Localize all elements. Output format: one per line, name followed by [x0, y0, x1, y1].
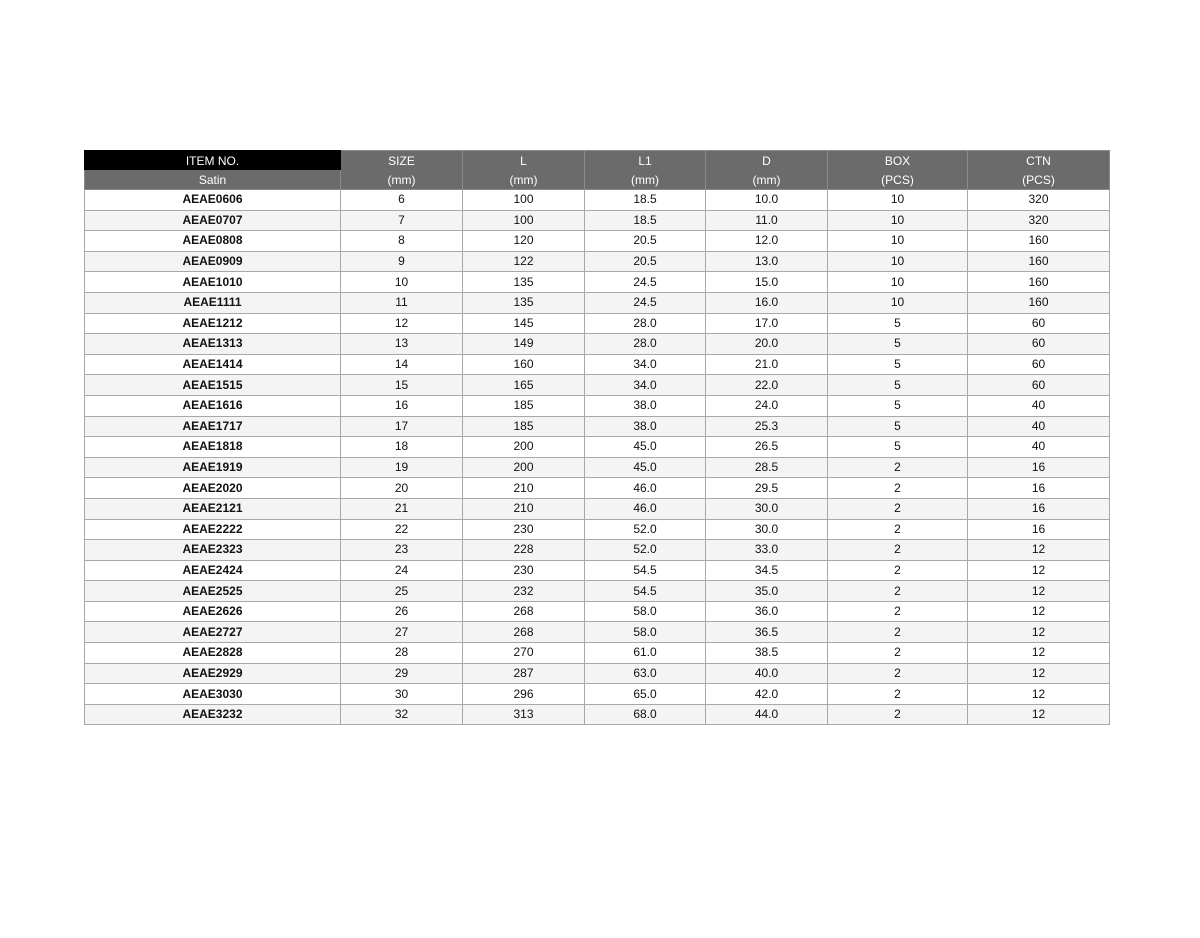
cell-ctn: 40: [968, 395, 1110, 416]
cell-l1: 61.0: [585, 643, 706, 664]
cell-item-no: AEAE2121: [85, 498, 341, 519]
cell-l1: 52.0: [585, 519, 706, 540]
cell-box: 5: [828, 416, 968, 437]
cell-item-no: AEAE2222: [85, 519, 341, 540]
cell-ctn: 12: [968, 560, 1110, 581]
header-d: D: [706, 151, 828, 171]
cell-d: 36.0: [706, 601, 828, 622]
cell-item-no: AEAE0808: [85, 231, 341, 252]
cell-d: 16.0: [706, 292, 828, 313]
cell-d: 13.0: [706, 251, 828, 272]
cell-box: 10: [828, 251, 968, 272]
cell-box: 2: [828, 684, 968, 705]
table-row: [85, 560, 1110, 581]
table-row: [85, 292, 1110, 313]
cell-d: 36.5: [706, 622, 828, 643]
cell-d: 17.0: [706, 313, 828, 334]
cell-item-no: AEAE2525: [85, 581, 341, 602]
cell-ctn: 60: [968, 313, 1110, 334]
cell-size: 8: [341, 231, 463, 252]
cell-l: 135: [463, 292, 585, 313]
cell-ctn: 60: [968, 375, 1110, 396]
cell-ctn: 160: [968, 231, 1110, 252]
cell-l1: 45.0: [585, 457, 706, 478]
cell-ctn: 16: [968, 457, 1110, 478]
cell-d: 42.0: [706, 684, 828, 705]
cell-size: 13: [341, 334, 463, 355]
cell-l: 200: [463, 437, 585, 458]
cell-d: 34.5: [706, 560, 828, 581]
cell-item-no: AEAE1111: [85, 292, 341, 313]
cell-box: 2: [828, 601, 968, 622]
cell-size: 7: [341, 210, 463, 231]
table-row: [85, 519, 1110, 540]
cell-box: 2: [828, 643, 968, 664]
cell-size: 20: [341, 478, 463, 499]
cell-l: 100: [463, 190, 585, 211]
cell-ctn: 40: [968, 437, 1110, 458]
cell-ctn: 12: [968, 663, 1110, 684]
cell-d: 30.0: [706, 498, 828, 519]
cell-size: 25: [341, 581, 463, 602]
spec-table: [84, 150, 1110, 725]
cell-l1: 28.0: [585, 313, 706, 334]
cell-size: 6: [341, 190, 463, 211]
cell-l1: 34.0: [585, 375, 706, 396]
header-row-units: [85, 170, 1110, 190]
table-row: [85, 622, 1110, 643]
cell-d: 15.0: [706, 272, 828, 293]
cell-item-no: AEAE1919: [85, 457, 341, 478]
cell-item-no: AEAE2323: [85, 540, 341, 561]
header-item-no: ITEM NO.: [85, 151, 341, 171]
cell-ctn: 16: [968, 498, 1110, 519]
cell-l: 149: [463, 334, 585, 355]
cell-l1: 58.0: [585, 622, 706, 643]
cell-d: 24.0: [706, 395, 828, 416]
cell-l: 232: [463, 581, 585, 602]
cell-size: 29: [341, 663, 463, 684]
header-l: L: [463, 151, 585, 171]
cell-ctn: 320: [968, 190, 1110, 211]
header-box: BOX: [828, 151, 968, 171]
header-ctn-unit: (PCS): [968, 170, 1110, 190]
cell-ctn: 12: [968, 581, 1110, 602]
cell-box: 2: [828, 498, 968, 519]
cell-item-no: AEAE1313: [85, 334, 341, 355]
cell-ctn: 16: [968, 519, 1110, 540]
cell-size: 11: [341, 292, 463, 313]
cell-d: 21.0: [706, 354, 828, 375]
cell-l: 160: [463, 354, 585, 375]
cell-d: 22.0: [706, 375, 828, 396]
cell-d: 11.0: [706, 210, 828, 231]
cell-d: 10.0: [706, 190, 828, 211]
cell-box: 5: [828, 354, 968, 375]
cell-l: 210: [463, 498, 585, 519]
cell-l: 230: [463, 560, 585, 581]
table-row: [85, 540, 1110, 561]
table-row: [85, 601, 1110, 622]
table-row: [85, 704, 1110, 725]
cell-item-no: AEAE1212: [85, 313, 341, 334]
table-body: [85, 190, 1110, 725]
cell-item-no: AEAE2020: [85, 478, 341, 499]
cell-ctn: 320: [968, 210, 1110, 231]
table-row: [85, 416, 1110, 437]
table-row: [85, 251, 1110, 272]
table-row: [85, 334, 1110, 355]
header-size-unit: (mm): [341, 170, 463, 190]
cell-l: 268: [463, 622, 585, 643]
header-row-labels: [85, 151, 1110, 171]
cell-l: 230: [463, 519, 585, 540]
cell-d: 28.5: [706, 457, 828, 478]
cell-l1: 52.0: [585, 540, 706, 561]
table-row: [85, 643, 1110, 664]
cell-d: 26.5: [706, 437, 828, 458]
cell-l: 185: [463, 416, 585, 437]
cell-size: 28: [341, 643, 463, 664]
cell-size: 12: [341, 313, 463, 334]
cell-l: 145: [463, 313, 585, 334]
cell-item-no: AEAE1616: [85, 395, 341, 416]
cell-l1: 38.0: [585, 395, 706, 416]
cell-l1: 34.0: [585, 354, 706, 375]
cell-l1: 63.0: [585, 663, 706, 684]
cell-size: 24: [341, 560, 463, 581]
cell-l1: 58.0: [585, 601, 706, 622]
header-ctn: CTN: [968, 151, 1110, 171]
cell-l1: 20.5: [585, 251, 706, 272]
cell-ctn: 160: [968, 272, 1110, 293]
cell-box: 2: [828, 519, 968, 540]
table-row: [85, 437, 1110, 458]
cell-box: 10: [828, 292, 968, 313]
cell-l1: 24.5: [585, 292, 706, 313]
cell-d: 40.0: [706, 663, 828, 684]
cell-item-no: AEAE1414: [85, 354, 341, 375]
table-row: [85, 313, 1110, 334]
cell-ctn: 12: [968, 643, 1110, 664]
table-row: [85, 395, 1110, 416]
cell-size: 32: [341, 704, 463, 725]
cell-l: 165: [463, 375, 585, 396]
cell-d: 44.0: [706, 704, 828, 725]
header-size: SIZE: [341, 151, 463, 171]
cell-item-no: AEAE1717: [85, 416, 341, 437]
cell-d: 25.3: [706, 416, 828, 437]
cell-l1: 46.0: [585, 498, 706, 519]
header-l-unit: (mm): [463, 170, 585, 190]
cell-l1: 68.0: [585, 704, 706, 725]
cell-box: 2: [828, 704, 968, 725]
cell-ctn: 12: [968, 704, 1110, 725]
table-row: [85, 231, 1110, 252]
cell-box: 2: [828, 560, 968, 581]
cell-size: 19: [341, 457, 463, 478]
cell-l: 210: [463, 478, 585, 499]
header-d-unit: (mm): [706, 170, 828, 190]
cell-box: 2: [828, 581, 968, 602]
cell-l: 287: [463, 663, 585, 684]
cell-box: 10: [828, 272, 968, 293]
cell-item-no: AEAE2727: [85, 622, 341, 643]
cell-box: 5: [828, 375, 968, 396]
cell-size: 17: [341, 416, 463, 437]
table-row: [85, 190, 1110, 211]
cell-item-no: AEAE0707: [85, 210, 341, 231]
table-header: [85, 151, 1110, 190]
cell-item-no: AEAE0606: [85, 190, 341, 211]
cell-d: 29.5: [706, 478, 828, 499]
cell-box: 5: [828, 395, 968, 416]
cell-item-no: AEAE2626: [85, 601, 341, 622]
cell-l: 296: [463, 684, 585, 705]
cell-ctn: 160: [968, 251, 1110, 272]
cell-box: 2: [828, 663, 968, 684]
cell-ctn: 12: [968, 601, 1110, 622]
table-row: [85, 663, 1110, 684]
cell-item-no: AEAE0909: [85, 251, 341, 272]
header-box-unit: (PCS): [828, 170, 968, 190]
cell-size: 26: [341, 601, 463, 622]
table-row: [85, 272, 1110, 293]
table-row: [85, 210, 1110, 231]
cell-l: 120: [463, 231, 585, 252]
header-l1-unit: (mm): [585, 170, 706, 190]
cell-item-no: AEAE1010: [85, 272, 341, 293]
cell-d: 33.0: [706, 540, 828, 561]
table-row: [85, 354, 1110, 375]
cell-l1: 54.5: [585, 560, 706, 581]
cell-size: 27: [341, 622, 463, 643]
cell-l1: 24.5: [585, 272, 706, 293]
cell-size: 30: [341, 684, 463, 705]
cell-l1: 45.0: [585, 437, 706, 458]
cell-ctn: 40: [968, 416, 1110, 437]
cell-l: 313: [463, 704, 585, 725]
cell-ctn: 12: [968, 540, 1110, 561]
cell-size: 9: [341, 251, 463, 272]
table-row: [85, 684, 1110, 705]
cell-l: 268: [463, 601, 585, 622]
cell-item-no: AEAE1818: [85, 437, 341, 458]
header-finish: Satin: [85, 170, 341, 190]
cell-item-no: AEAE2929: [85, 663, 341, 684]
cell-ctn: 12: [968, 684, 1110, 705]
cell-l: 185: [463, 395, 585, 416]
header-l1: L1: [585, 151, 706, 171]
cell-l1: 54.5: [585, 581, 706, 602]
cell-box: 10: [828, 190, 968, 211]
cell-item-no: AEAE1515: [85, 375, 341, 396]
cell-size: 23: [341, 540, 463, 561]
cell-d: 30.0: [706, 519, 828, 540]
cell-size: 18: [341, 437, 463, 458]
cell-d: 38.5: [706, 643, 828, 664]
cell-item-no: AEAE3030: [85, 684, 341, 705]
cell-size: 14: [341, 354, 463, 375]
cell-box: 5: [828, 334, 968, 355]
cell-l1: 18.5: [585, 210, 706, 231]
cell-box: 10: [828, 210, 968, 231]
cell-l1: 28.0: [585, 334, 706, 355]
cell-size: 21: [341, 498, 463, 519]
cell-l: 228: [463, 540, 585, 561]
cell-d: 35.0: [706, 581, 828, 602]
cell-size: 22: [341, 519, 463, 540]
cell-item-no: AEAE2424: [85, 560, 341, 581]
cell-l: 135: [463, 272, 585, 293]
cell-box: 2: [828, 457, 968, 478]
cell-item-no: AEAE3232: [85, 704, 341, 725]
cell-box: 5: [828, 437, 968, 458]
table-row: [85, 581, 1110, 602]
cell-l: 100: [463, 210, 585, 231]
cell-item-no: AEAE2828: [85, 643, 341, 664]
cell-ctn: 60: [968, 334, 1110, 355]
cell-box: 2: [828, 622, 968, 643]
cell-ctn: 16: [968, 478, 1110, 499]
cell-ctn: 160: [968, 292, 1110, 313]
cell-l1: 18.5: [585, 190, 706, 211]
table-row: [85, 457, 1110, 478]
cell-d: 20.0: [706, 334, 828, 355]
cell-l1: 20.5: [585, 231, 706, 252]
cell-size: 15: [341, 375, 463, 396]
cell-box: 2: [828, 540, 968, 561]
table-row: [85, 498, 1110, 519]
cell-d: 12.0: [706, 231, 828, 252]
cell-size: 10: [341, 272, 463, 293]
cell-size: 16: [341, 395, 463, 416]
cell-box: 5: [828, 313, 968, 334]
cell-ctn: 12: [968, 622, 1110, 643]
table-row: [85, 478, 1110, 499]
cell-l: 270: [463, 643, 585, 664]
cell-l1: 65.0: [585, 684, 706, 705]
cell-ctn: 60: [968, 354, 1110, 375]
cell-l: 200: [463, 457, 585, 478]
table-row: [85, 375, 1110, 396]
cell-l: 122: [463, 251, 585, 272]
cell-l1: 46.0: [585, 478, 706, 499]
cell-box: 2: [828, 478, 968, 499]
cell-l1: 38.0: [585, 416, 706, 437]
cell-box: 10: [828, 231, 968, 252]
